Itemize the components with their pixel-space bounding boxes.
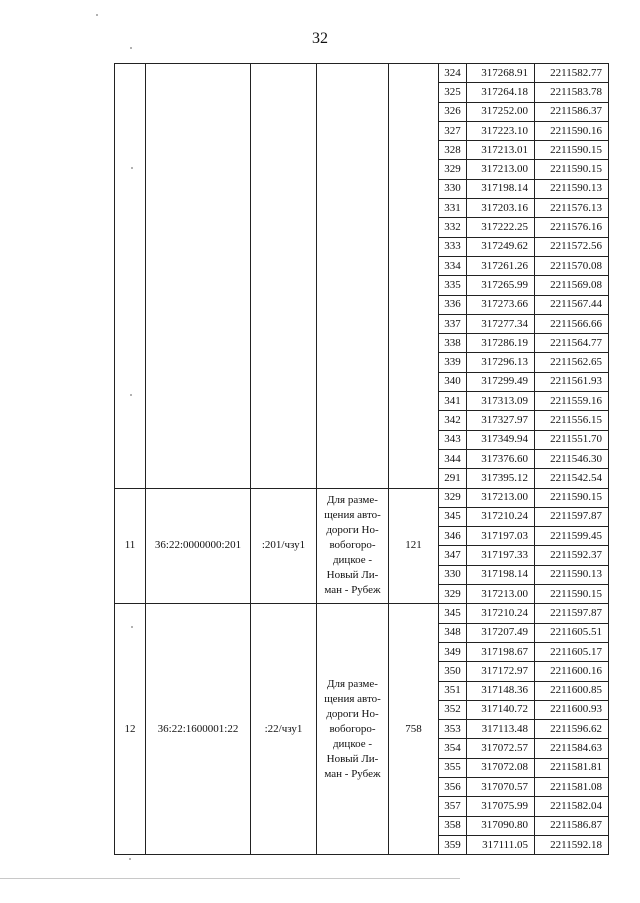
- area-cell: [389, 64, 439, 489]
- y-coordinate-cell: 2211576.16: [535, 218, 609, 237]
- scan-edge-line: [0, 878, 460, 879]
- page-number: 32: [312, 30, 328, 47]
- point-number-cell: 329: [439, 488, 467, 507]
- cadastral-number-cell: 36:22:0000000:201: [146, 488, 251, 604]
- y-coordinate-cell: 2211551.70: [535, 430, 609, 449]
- y-coordinate-cell: 2211605.51: [535, 623, 609, 642]
- x-coordinate-cell: 317249.62: [467, 237, 535, 256]
- x-coordinate-cell: 317203.16: [467, 199, 535, 218]
- y-coordinate-cell: 2211600.93: [535, 700, 609, 719]
- y-coordinate-cell: 2211583.78: [535, 83, 609, 102]
- point-number-cell: 334: [439, 256, 467, 275]
- point-number-cell: 340: [439, 372, 467, 391]
- point-number-cell: 347: [439, 546, 467, 565]
- y-coordinate-cell: 2211586.87: [535, 816, 609, 835]
- part-designation-cell: [251, 64, 317, 489]
- point-number-cell: 335: [439, 276, 467, 295]
- y-coordinate-cell: 2211590.15: [535, 141, 609, 160]
- x-coordinate-cell: 317286.19: [467, 334, 535, 353]
- point-number-cell: 354: [439, 739, 467, 758]
- purpose-cell: Для разме-щения авто-дороги Но-вобогоро-дицкое - Новый Ли-ман - Рубеж: [317, 488, 389, 604]
- x-coordinate-cell: 317198.14: [467, 179, 535, 198]
- point-number-cell: 357: [439, 797, 467, 816]
- x-coordinate-cell: 317252.00: [467, 102, 535, 121]
- y-coordinate-cell: 2211576.13: [535, 199, 609, 218]
- x-coordinate-cell: 317265.99: [467, 276, 535, 295]
- x-coordinate-cell: 317376.60: [467, 449, 535, 468]
- x-coordinate-cell: 317198.67: [467, 642, 535, 661]
- cadastral-number-cell: [146, 64, 251, 489]
- x-coordinate-cell: 317113.48: [467, 720, 535, 739]
- group-number-cell: [115, 64, 146, 489]
- x-coordinate-cell: 317296.13: [467, 353, 535, 372]
- y-coordinate-cell: 2211566.66: [535, 314, 609, 333]
- point-number-cell: 330: [439, 179, 467, 198]
- y-coordinate-cell: 2211590.13: [535, 565, 609, 584]
- y-coordinate-cell: 2211562.65: [535, 353, 609, 372]
- group-number-cell: 12: [115, 604, 146, 855]
- point-number-cell: 331: [439, 199, 467, 218]
- y-coordinate-cell: 2211569.08: [535, 276, 609, 295]
- y-coordinate-cell: 2211542.54: [535, 469, 609, 488]
- x-coordinate-cell: 317207.49: [467, 623, 535, 642]
- y-coordinate-cell: 2211605.17: [535, 642, 609, 661]
- x-coordinate-cell: 317111.05: [467, 835, 535, 854]
- y-coordinate-cell: 2211570.08: [535, 256, 609, 275]
- point-number-cell: 341: [439, 392, 467, 411]
- point-number-cell: 324: [439, 64, 467, 83]
- y-coordinate-cell: 2211590.15: [535, 585, 609, 604]
- y-coordinate-cell: 2211581.08: [535, 777, 609, 796]
- x-coordinate-cell: 317072.57: [467, 739, 535, 758]
- y-coordinate-cell: 2211561.93: [535, 372, 609, 391]
- scan-speck: [131, 167, 133, 169]
- y-coordinate-cell: 2211546.30: [535, 449, 609, 468]
- x-coordinate-cell: 317349.94: [467, 430, 535, 449]
- x-coordinate-cell: 317277.34: [467, 314, 535, 333]
- point-number-cell: 359: [439, 835, 467, 854]
- x-coordinate-cell: 317264.18: [467, 83, 535, 102]
- point-number-cell: 344: [439, 449, 467, 468]
- y-coordinate-cell: 2211564.77: [535, 334, 609, 353]
- x-coordinate-cell: 317140.72: [467, 700, 535, 719]
- point-number-cell: 342: [439, 411, 467, 430]
- point-number-cell: 355: [439, 758, 467, 777]
- y-coordinate-cell: 2211597.87: [535, 507, 609, 526]
- point-number-cell: 336: [439, 295, 467, 314]
- x-coordinate-cell: 317299.49: [467, 372, 535, 391]
- point-number-cell: 350: [439, 662, 467, 681]
- scan-speck: [96, 14, 98, 16]
- point-number-cell: 326: [439, 102, 467, 121]
- y-coordinate-cell: 2211556.15: [535, 411, 609, 430]
- x-coordinate-cell: 317210.24: [467, 604, 535, 623]
- point-number-cell: 345: [439, 507, 467, 526]
- scan-speck: [129, 858, 131, 860]
- x-coordinate-cell: 317273.66: [467, 295, 535, 314]
- coordinates-table: [114, 63, 609, 855]
- y-coordinate-cell: 2211586.37: [535, 102, 609, 121]
- point-number-cell: 325: [439, 83, 467, 102]
- x-coordinate-cell: 317213.00: [467, 160, 535, 179]
- x-coordinate-cell: 317213.01: [467, 141, 535, 160]
- y-coordinate-cell: 2211567.44: [535, 295, 609, 314]
- cadastral-number-cell: 36:22:1600001:22: [146, 604, 251, 855]
- x-coordinate-cell: 317213.00: [467, 585, 535, 604]
- point-number-cell: 291: [439, 469, 467, 488]
- scan-speck: [130, 47, 132, 49]
- point-number-cell: 329: [439, 585, 467, 604]
- y-coordinate-cell: 2211559.16: [535, 392, 609, 411]
- y-coordinate-cell: 2211590.15: [535, 488, 609, 507]
- y-coordinate-cell: 2211596.62: [535, 720, 609, 739]
- point-number-cell: 353: [439, 720, 467, 739]
- y-coordinate-cell: 2211600.16: [535, 662, 609, 681]
- table-row: [115, 604, 609, 623]
- point-number-cell: 356: [439, 777, 467, 796]
- y-coordinate-cell: 2211600.85: [535, 681, 609, 700]
- point-number-cell: 328: [439, 141, 467, 160]
- x-coordinate-cell: 317075.99: [467, 797, 535, 816]
- x-coordinate-cell: 317395.12: [467, 469, 535, 488]
- y-coordinate-cell: 2211582.04: [535, 797, 609, 816]
- scan-speck: [130, 394, 132, 396]
- y-coordinate-cell: 2211590.15: [535, 160, 609, 179]
- purpose-cell: Для разме-щения авто-дороги Но-вобогоро-дицкое - Новый Ли-ман - Рубеж: [317, 604, 389, 855]
- point-number-cell: 358: [439, 816, 467, 835]
- x-coordinate-cell: 317268.91: [467, 64, 535, 83]
- purpose-cell: [317, 64, 389, 489]
- x-coordinate-cell: 317327.97: [467, 411, 535, 430]
- point-number-cell: 339: [439, 353, 467, 372]
- x-coordinate-cell: 317090.80: [467, 816, 535, 835]
- x-coordinate-cell: 317210.24: [467, 507, 535, 526]
- point-number-cell: 351: [439, 681, 467, 700]
- point-number-cell: 349: [439, 642, 467, 661]
- y-coordinate-cell: 2211590.16: [535, 121, 609, 140]
- point-number-cell: 337: [439, 314, 467, 333]
- x-coordinate-cell: 317197.03: [467, 527, 535, 546]
- part-designation-cell: :201/чзу1: [251, 488, 317, 604]
- scan-speck: [131, 626, 133, 628]
- x-coordinate-cell: 317072.08: [467, 758, 535, 777]
- point-number-cell: 329: [439, 160, 467, 179]
- x-coordinate-cell: 317197.33: [467, 546, 535, 565]
- point-number-cell: 327: [439, 121, 467, 140]
- x-coordinate-cell: 317313.09: [467, 392, 535, 411]
- x-coordinate-cell: 317148.36: [467, 681, 535, 700]
- point-number-cell: 330: [439, 565, 467, 584]
- y-coordinate-cell: 2211592.18: [535, 835, 609, 854]
- group-number-cell: 11: [115, 488, 146, 604]
- table-row: [115, 488, 609, 507]
- point-number-cell: 345: [439, 604, 467, 623]
- x-coordinate-cell: 317222.25: [467, 218, 535, 237]
- y-coordinate-cell: 2211572.56: [535, 237, 609, 256]
- x-coordinate-cell: 317198.14: [467, 565, 535, 584]
- y-coordinate-cell: 2211592.37: [535, 546, 609, 565]
- table-body: [115, 64, 609, 855]
- part-designation-cell: :22/чзу1: [251, 604, 317, 855]
- y-coordinate-cell: 2211584.63: [535, 739, 609, 758]
- table-row: [115, 64, 609, 83]
- point-number-cell: 348: [439, 623, 467, 642]
- y-coordinate-cell: 2211581.81: [535, 758, 609, 777]
- x-coordinate-cell: 317213.00: [467, 488, 535, 507]
- area-cell: 758: [389, 604, 439, 855]
- point-number-cell: 346: [439, 527, 467, 546]
- point-number-cell: 338: [439, 334, 467, 353]
- y-coordinate-cell: 2211590.13: [535, 179, 609, 198]
- y-coordinate-cell: 2211599.45: [535, 527, 609, 546]
- area-cell: 121: [389, 488, 439, 604]
- x-coordinate-cell: 317070.57: [467, 777, 535, 796]
- point-number-cell: 343: [439, 430, 467, 449]
- point-number-cell: 333: [439, 237, 467, 256]
- y-coordinate-cell: 2211597.87: [535, 604, 609, 623]
- y-coordinate-cell: 2211582.77: [535, 64, 609, 83]
- x-coordinate-cell: 317223.10: [467, 121, 535, 140]
- x-coordinate-cell: 317261.26: [467, 256, 535, 275]
- point-number-cell: 332: [439, 218, 467, 237]
- x-coordinate-cell: 317172.97: [467, 662, 535, 681]
- point-number-cell: 352: [439, 700, 467, 719]
